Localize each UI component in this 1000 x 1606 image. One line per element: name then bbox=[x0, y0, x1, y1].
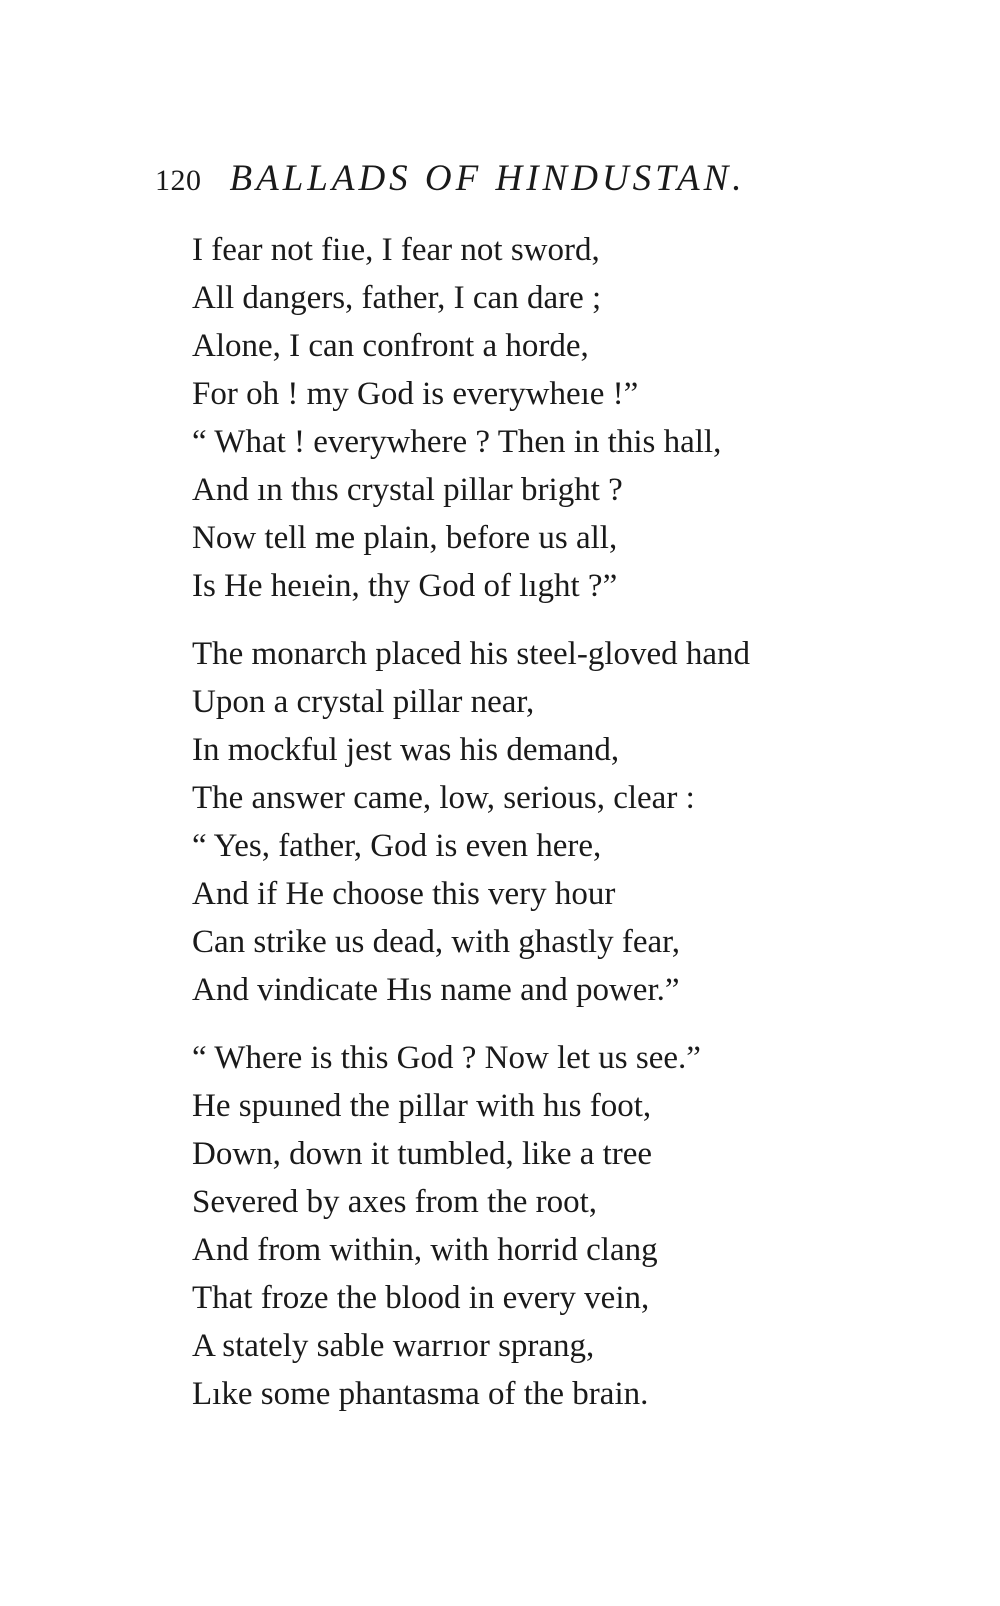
poem-line: “ Yes, father, God is even here, bbox=[192, 828, 602, 864]
poem-line: A stately sable warrıor sprang, bbox=[192, 1328, 595, 1364]
poem-line: Is He heıein, thy God of lıght ?” bbox=[192, 568, 618, 604]
page-number: 120 bbox=[155, 164, 202, 197]
page-header bbox=[155, 152, 746, 208]
poem-line: “ What ! everywhere ? Then in this hall, bbox=[192, 424, 722, 460]
poem-line: Lıke some phantasma of the brain. bbox=[192, 1376, 649, 1412]
stanza-1 bbox=[192, 226, 982, 610]
poem-line: Can strike us dead, with ghastly fear, bbox=[192, 924, 681, 960]
poem-line: The answer came, low, serious, clear : bbox=[192, 780, 695, 816]
poem-line: In mockful jest was his demand, bbox=[192, 732, 620, 768]
poem-line: I fear not fiıe, I fear not sword, bbox=[192, 232, 600, 268]
poem-line: Severed by axes from the root, bbox=[192, 1184, 598, 1220]
stanza-3 bbox=[192, 1034, 982, 1418]
poem-line: And if He choose this very hour bbox=[192, 876, 616, 912]
poem-line: Down, down it tumbled, like a tree bbox=[192, 1136, 653, 1172]
poem-line: He spuıned the pillar with hıs foot, bbox=[192, 1088, 652, 1124]
poem-line: Upon a crystal pillar near, bbox=[192, 684, 535, 720]
poem-line: And vindicate Hıs name and power.” bbox=[192, 972, 680, 1008]
poem-body bbox=[192, 226, 982, 1438]
stanza-2 bbox=[192, 630, 982, 1014]
poem-line: For oh ! my God is everywheıe !” bbox=[192, 376, 639, 412]
poem-line: Now tell me plain, before us all, bbox=[192, 520, 618, 556]
poem-line: And ın thıs crystal pillar bright ? bbox=[192, 472, 623, 508]
poem-line: “ Where is this God ? Now let us see.” bbox=[192, 1040, 701, 1076]
poem-line: All dangers, father, I can dare ; bbox=[192, 280, 602, 316]
poem-line: That froze the blood in every vein, bbox=[192, 1280, 650, 1316]
poem-line: The monarch placed his steel-gloved hand bbox=[192, 636, 751, 672]
poem-line: And from within, with horrid clang bbox=[192, 1232, 658, 1268]
poem-line: Alone, I can confront a horde, bbox=[192, 328, 589, 364]
running-title: BALLADS OF HINDUSTAN. bbox=[229, 158, 746, 199]
